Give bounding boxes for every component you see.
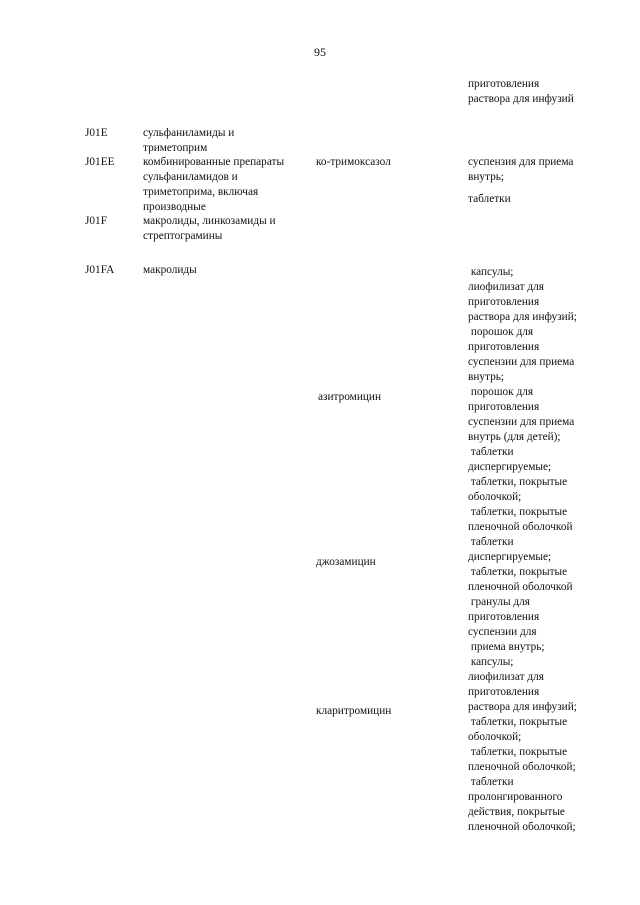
dosage-form-line: приготовления <box>468 341 540 353</box>
dosage-form-line: пленочной оболочкой <box>468 521 573 533</box>
dosage-form-line: таблетки <box>468 776 514 788</box>
drug-name: ко-тримоксазол <box>316 156 391 168</box>
atc-code: J01FA <box>85 264 115 276</box>
dosage-form-line: диспергируемые; <box>468 551 552 563</box>
dosage-form-line: оболочкой; <box>468 491 522 503</box>
atc-code: J01EE <box>85 156 115 168</box>
dosage-form-line: суспензия для приема <box>468 156 574 168</box>
dosage-form-line: таблетки <box>468 446 514 458</box>
dosage-form-line: действия, покрытые <box>468 806 565 818</box>
dosage-form-line: раствора для инфузий; <box>468 701 577 713</box>
atc-name-line: макролиды, линкозамиды и <box>143 215 276 227</box>
dosage-form-line: капсулы; <box>468 266 514 278</box>
dosage-form-line: диспергируемые; <box>468 461 552 473</box>
atc-name-line: макролиды <box>143 264 197 276</box>
dosage-form-line: таблетки <box>468 536 514 548</box>
dosage-form-line: таблетки, покрытые <box>468 566 568 578</box>
dosage-form-line: лиофилизат для <box>468 281 544 293</box>
drug-name: кларитромицин <box>316 705 392 717</box>
atc-code: J01E <box>85 127 108 139</box>
dosage-form-line: пролонгированного <box>468 791 563 803</box>
atc-name-line: триметоприм <box>143 142 208 154</box>
drug-name: джозамицин <box>316 556 376 568</box>
page-number: 95 <box>314 45 326 59</box>
continued-form-line: раствора для инфузий <box>468 93 574 105</box>
dosage-form-line: суспензии для приема <box>468 356 575 368</box>
atc-name-line: комбинированные препараты <box>143 156 285 168</box>
dosage-form-line: суспензии для приема <box>468 416 575 428</box>
continued-form-line: приготовления <box>468 78 540 90</box>
atc-name-line: стрептограмины <box>143 230 223 242</box>
dosage-form-line: внутрь; <box>468 171 505 183</box>
dosage-form-line: приготовления <box>468 611 540 623</box>
dosage-form-line: таблетки, покрытые <box>468 716 568 728</box>
atc-name-line: триметоприма, включая <box>143 186 259 198</box>
dosage-form-line: лиофилизат для <box>468 671 544 683</box>
dosage-form-line: порошок для <box>468 386 534 398</box>
dosage-form-line: суспензии для <box>468 626 537 638</box>
dosage-form-line: раствора для инфузий; <box>468 311 577 323</box>
dosage-form-line: таблетки, покрытые <box>468 746 568 758</box>
atc-name-line: сульфаниламиды и <box>143 127 235 139</box>
dosage-form-line: пленочной оболочкой <box>468 581 573 593</box>
dosage-form-line: гранулы для <box>468 596 530 608</box>
dosage-form-line: капсулы; <box>468 656 514 668</box>
dosage-form-line: таблетки, покрытые <box>468 506 568 518</box>
dosage-form-line: внутрь; <box>468 371 505 383</box>
atc-code: J01F <box>85 215 107 227</box>
dosage-form-line: таблетки <box>468 193 511 205</box>
dosage-form-line: оболочкой; <box>468 731 522 743</box>
atc-name-line: сульфаниламидов и <box>143 171 238 183</box>
dosage-form-line: пленочной оболочкой; <box>468 761 576 773</box>
dosage-form-line: таблетки, покрытые <box>468 476 568 488</box>
dosage-form-line: внутрь (для детей); <box>468 431 561 443</box>
dosage-form-line: приготовления <box>468 686 540 698</box>
dosage-form-line: приготовления <box>468 296 540 308</box>
dosage-form-line: приготовления <box>468 401 540 413</box>
drug-name: азитромицин <box>318 391 382 403</box>
dosage-form-line: пленочной оболочкой; <box>468 821 576 833</box>
dosage-form-line: порошок для <box>468 326 534 338</box>
atc-name-line: производные <box>143 201 206 213</box>
dosage-form-line: приема внутрь; <box>468 641 545 653</box>
